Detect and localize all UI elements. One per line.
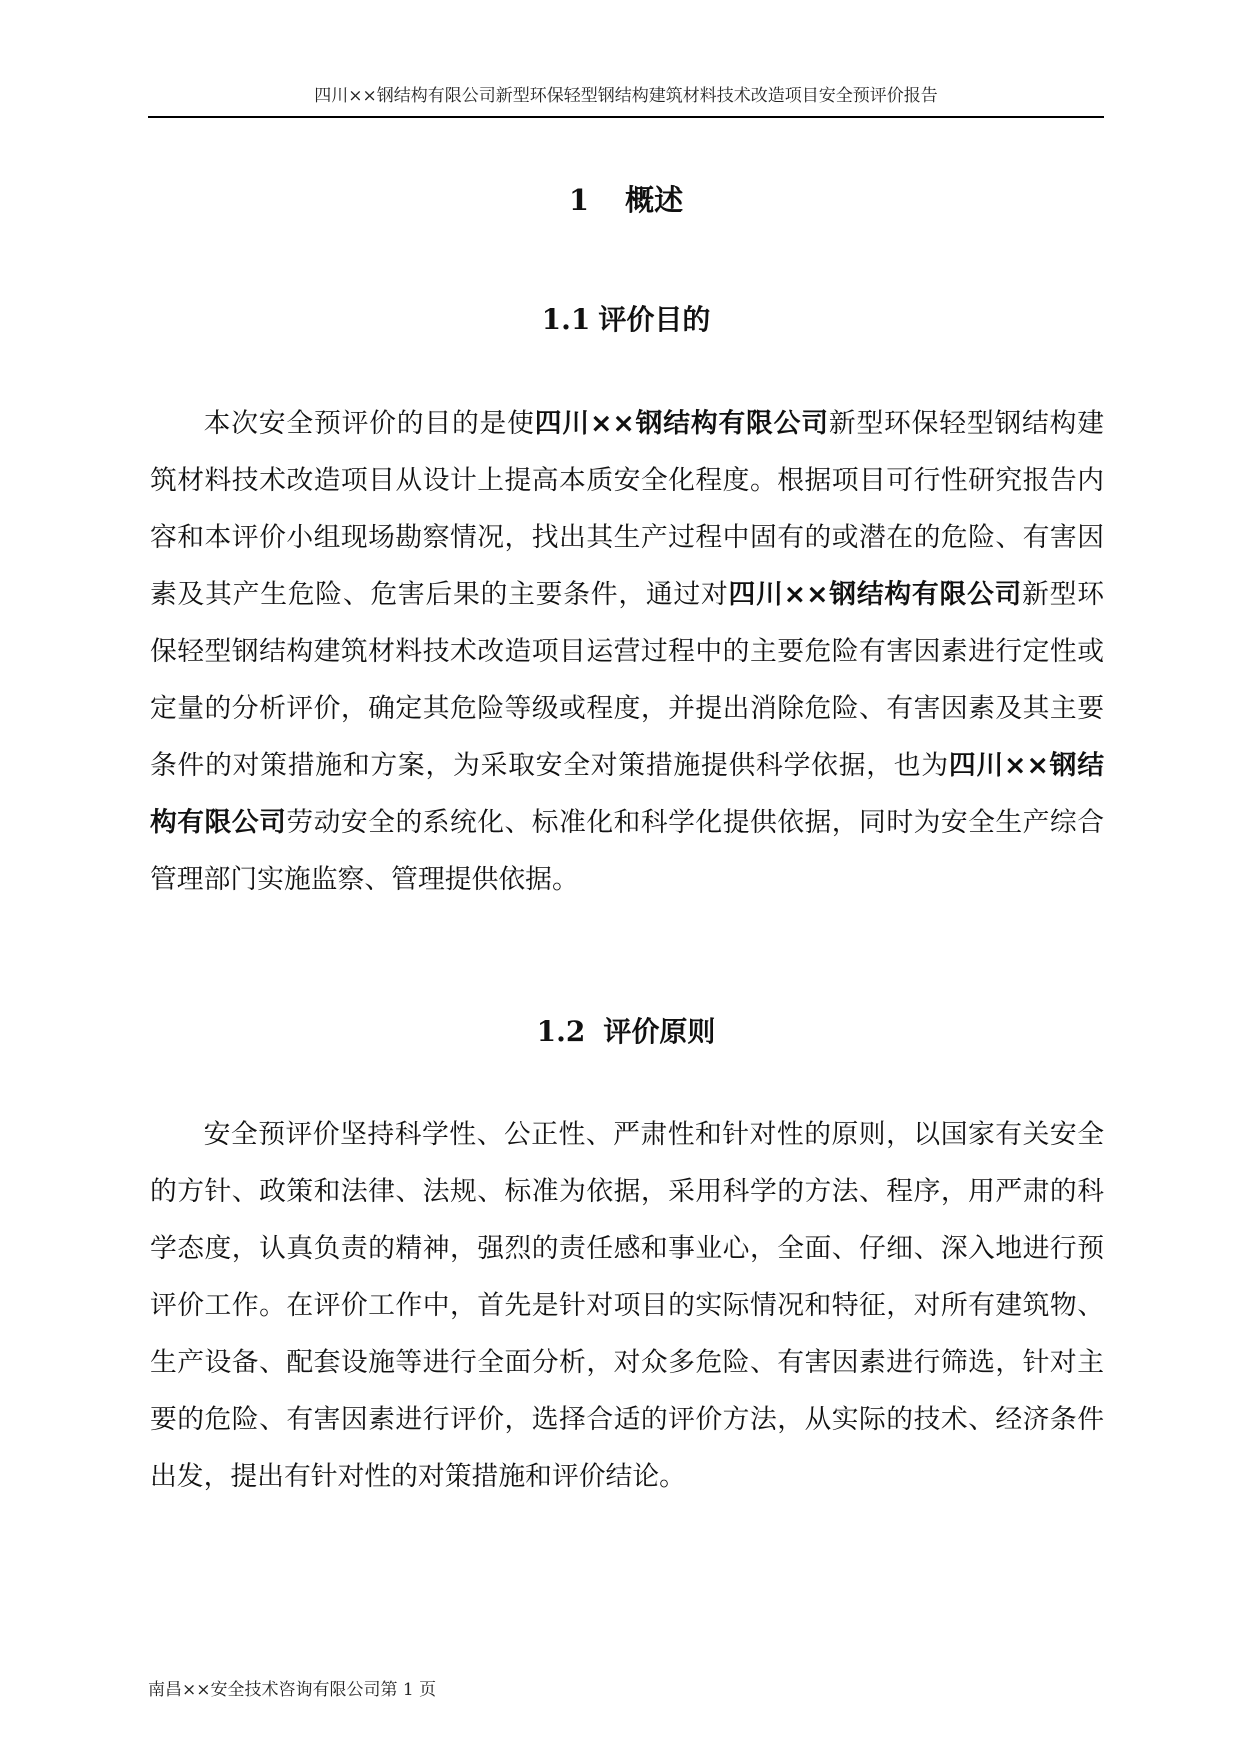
section-number: 1.2: [536, 1015, 586, 1048]
section-1-2-paragraph: [150, 1106, 1104, 1505]
chapter-title: [148, 180, 1104, 220]
section-1-1-paragraph: [150, 395, 1104, 908]
paragraph-text: 新型环保轻型钢结构建筑材料技术改造项目运营过程中的主要危险有害因素进行定性或定量的分析评价，确定其危险等级或程度，并提出消除危险、有害因素及其主要条件的对策措施和方案，为采取安全对策措施提供科学依据，也为: [150, 579, 1105, 781]
page-footer: [148, 1680, 436, 1700]
section-title-text: 评价目的: [598, 303, 711, 336]
page-header-text: 四川××钢结构有限公司新型环保轻型钢结构建筑材料技术改造项目安全预评价报告: [314, 86, 938, 106]
section-title-1-2: [148, 1012, 1104, 1052]
paragraph-text: 本次安全预评价的目的是使: [203, 408, 535, 439]
section-title-1-1: [148, 300, 1104, 340]
paragraph-text: 新型环保轻型钢结构建筑材料技术改造项目从设计上提高本质安全化程度。根据项目可行性研究报告内容和本评价小组现场勘察情况，找出其生产过程中固有的或潜在的危险、有害因素及其产生危险、危害后果的主要条件，通过对: [150, 408, 1105, 610]
paragraph-text: 安全预评价坚持科学性、公正性、严肃性和针对性的原则，以国家有关安全的方针、政策和法律、法规、标准为依据，采用科学的方法、程序，用严肃的科学态度，认真负责的精神，强烈的责任感和事业心，全面、仔细、深入地进行预评价工作。在评价工作中，首先是针对项目的实际情况和特征，对所有建筑物、生产设备、配套设施等进行全面分析，对众多危险、有害因素进行筛选，针对主要的危险、有害因素进行评价，选择合适的评价方法，从实际的技术、经济条件出发，提出有针对性的对策措施和评价结论。: [150, 1119, 1104, 1492]
paragraph-text: 劳动安全的系统化、标准化和科学化提供依据，同时为安全生产综合管理部门实施监察、管理提供依据。: [150, 807, 1105, 895]
chapter-number: 1: [568, 183, 590, 217]
company-name-bold: 四川××钢结构有限公司: [728, 579, 1023, 610]
section-title-text: 评价原则: [603, 1015, 716, 1048]
company-name-bold: 四川××钢结构有限公司: [534, 408, 829, 439]
page-footer-text: 南昌××安全技术咨询有限公司第 1 页: [148, 1680, 437, 1700]
section-number: 1.1: [541, 303, 591, 336]
page-header: [148, 86, 1104, 118]
company-name-bold: 四川××钢结构有限公司: [150, 750, 1105, 838]
chapter-title-text: 概述: [625, 183, 684, 217]
